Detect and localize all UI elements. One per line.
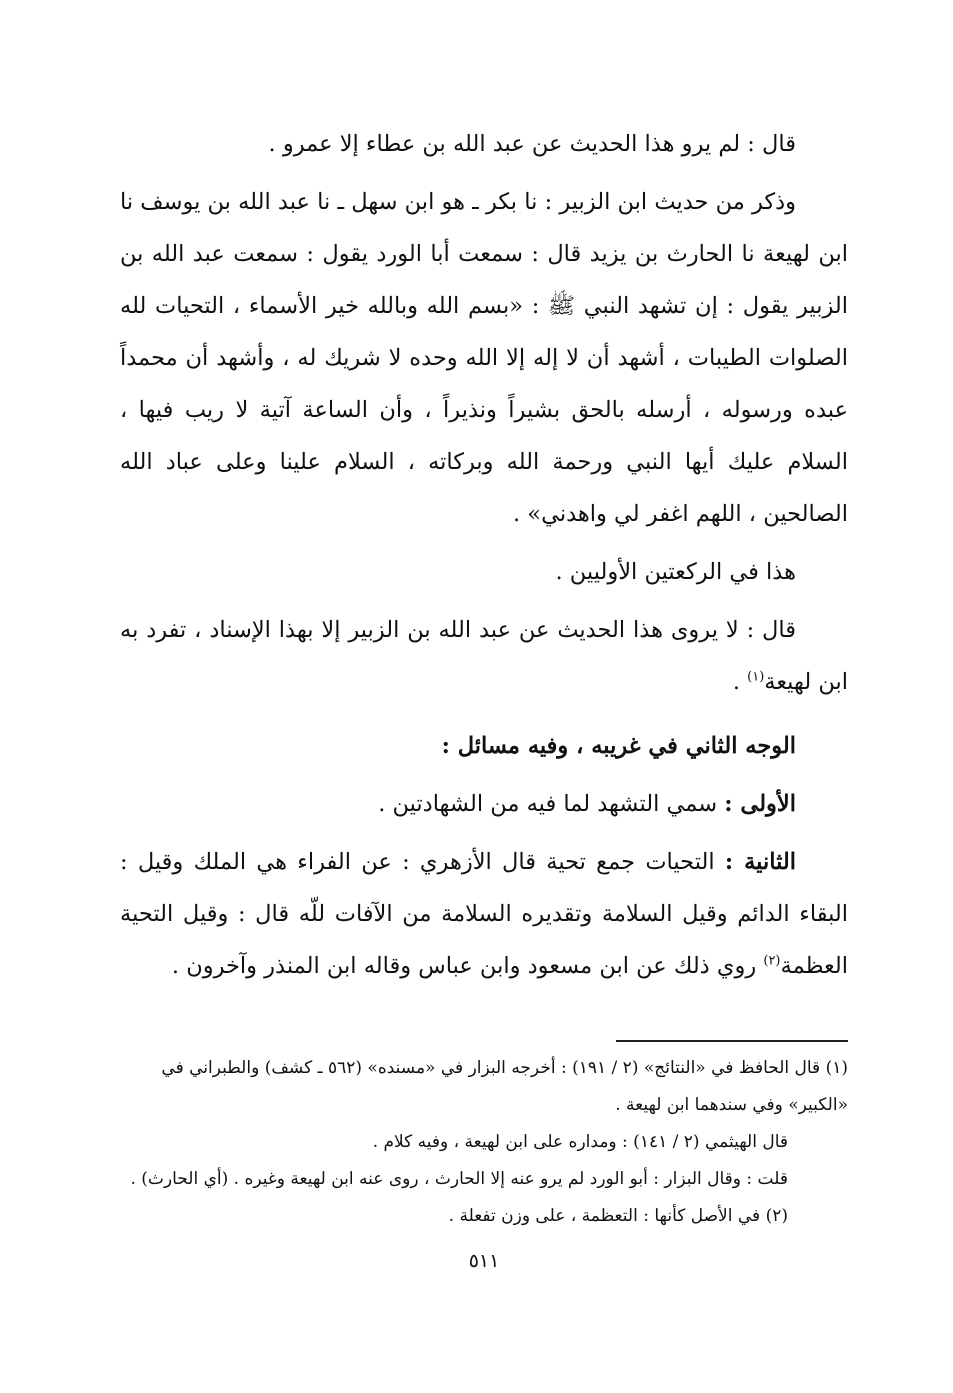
paragraph-5 (120, 778, 848, 830)
document-page (120, 118, 848, 1358)
paragraph-4 (120, 604, 848, 708)
paragraph-5-text: سمي التشهد لما فيه من الشهادتين . (378, 791, 725, 817)
paragraph-4-text: قال : لا يروى هذا الحديث عن عبد الله بن الزبير إلا بهذا الإسناد ، تفرد به ابن لهيعة (120, 617, 848, 695)
paragraph-6-end: روي ذلك عن ابن مسعود وابن عباس وقاله ابن المنذر وآخرون . (171, 953, 764, 979)
paragraph-6-text: التحيات جمع تحية قال الأزهري : عن الفراء هي الملك وقيل : البقاء الدائم وقيل السلامة وتقديره السلامة من الآفات للّه قال : وقيل التحية العظمة (120, 849, 848, 979)
paragraph-3: هذا في الركعتين الأوليين . (555, 559, 796, 585)
footnote-1: (١) قال الحافظ في «النتائج» (٢ / ١٩١) : أخرجه البزار في «مسنده» (٥٦٢ ـ كشف) والطبراني في «الكبير» وفي سندهما ابن لهيعة . (161, 1058, 848, 1115)
paragraph-1: قال : لم يرو هذا الحديث عن عبد الله بن عطاء إلا عمرو . (268, 131, 796, 157)
paragraph-2: وذكر من حديث ابن الزبير : نا بكر ـ هو ابن سهل ـ نا عبد الله بن يوسف نا ابن لهيعة نا الحارث بن يزيد قال : سمعت أبا الورد يقول : سمعت عبد الله بن الزبير يقول : إن تشهد النبي ﷺ : «بسم الله وبالله خير الأسماء ، التحيات لله الصلوات الطيبات ، أشهد أن لا إله إلا الله وحده لا شريك له ، وأشهد أن محمداً عبده ورسوله ، أرسله بالحق بشيراً ونذيراً ، وأن الساعة آتية لا ريب فيها ، السلام عليك أيها النبي ورحمة الله وبركاته ، السلام علينا وعلى عباد الله الصالحين ، اللهم اغفر لي واهدني» . (120, 189, 848, 527)
footnote-marker-1[interactable]: (١) (747, 669, 765, 685)
footnote-1-note-c: قلت : وقال البزار : أبو الورد لم يرو عنه إلا الحارث ، روى عنه ابن لهيعة وغيره . (أي الحارث) . (130, 1169, 788, 1189)
footnotes (120, 1050, 848, 1235)
footnote-divider (616, 1040, 848, 1042)
paragraph-5-lead: الأولى : (724, 791, 796, 817)
footnote-1-note-b: قال الهيثمي (٢ / ١٤١) : ومداره على ابن لهيعة ، وفيه كلام . (372, 1132, 788, 1152)
footnote-2: (٢) في الأصل كأنها : التعظمة ، على وزن تفعلة . (448, 1206, 788, 1226)
paragraph-4-end: . (732, 669, 748, 695)
page-number: ٥١١ (468, 1250, 500, 1272)
footnote-marker-2[interactable]: (٢) (763, 953, 781, 969)
paragraph-6 (120, 836, 848, 992)
paragraph-6-lead: الثانية : (724, 849, 796, 875)
section-heading: الوجه الثاني في غريبه ، وفيه مسائل : (441, 733, 796, 759)
